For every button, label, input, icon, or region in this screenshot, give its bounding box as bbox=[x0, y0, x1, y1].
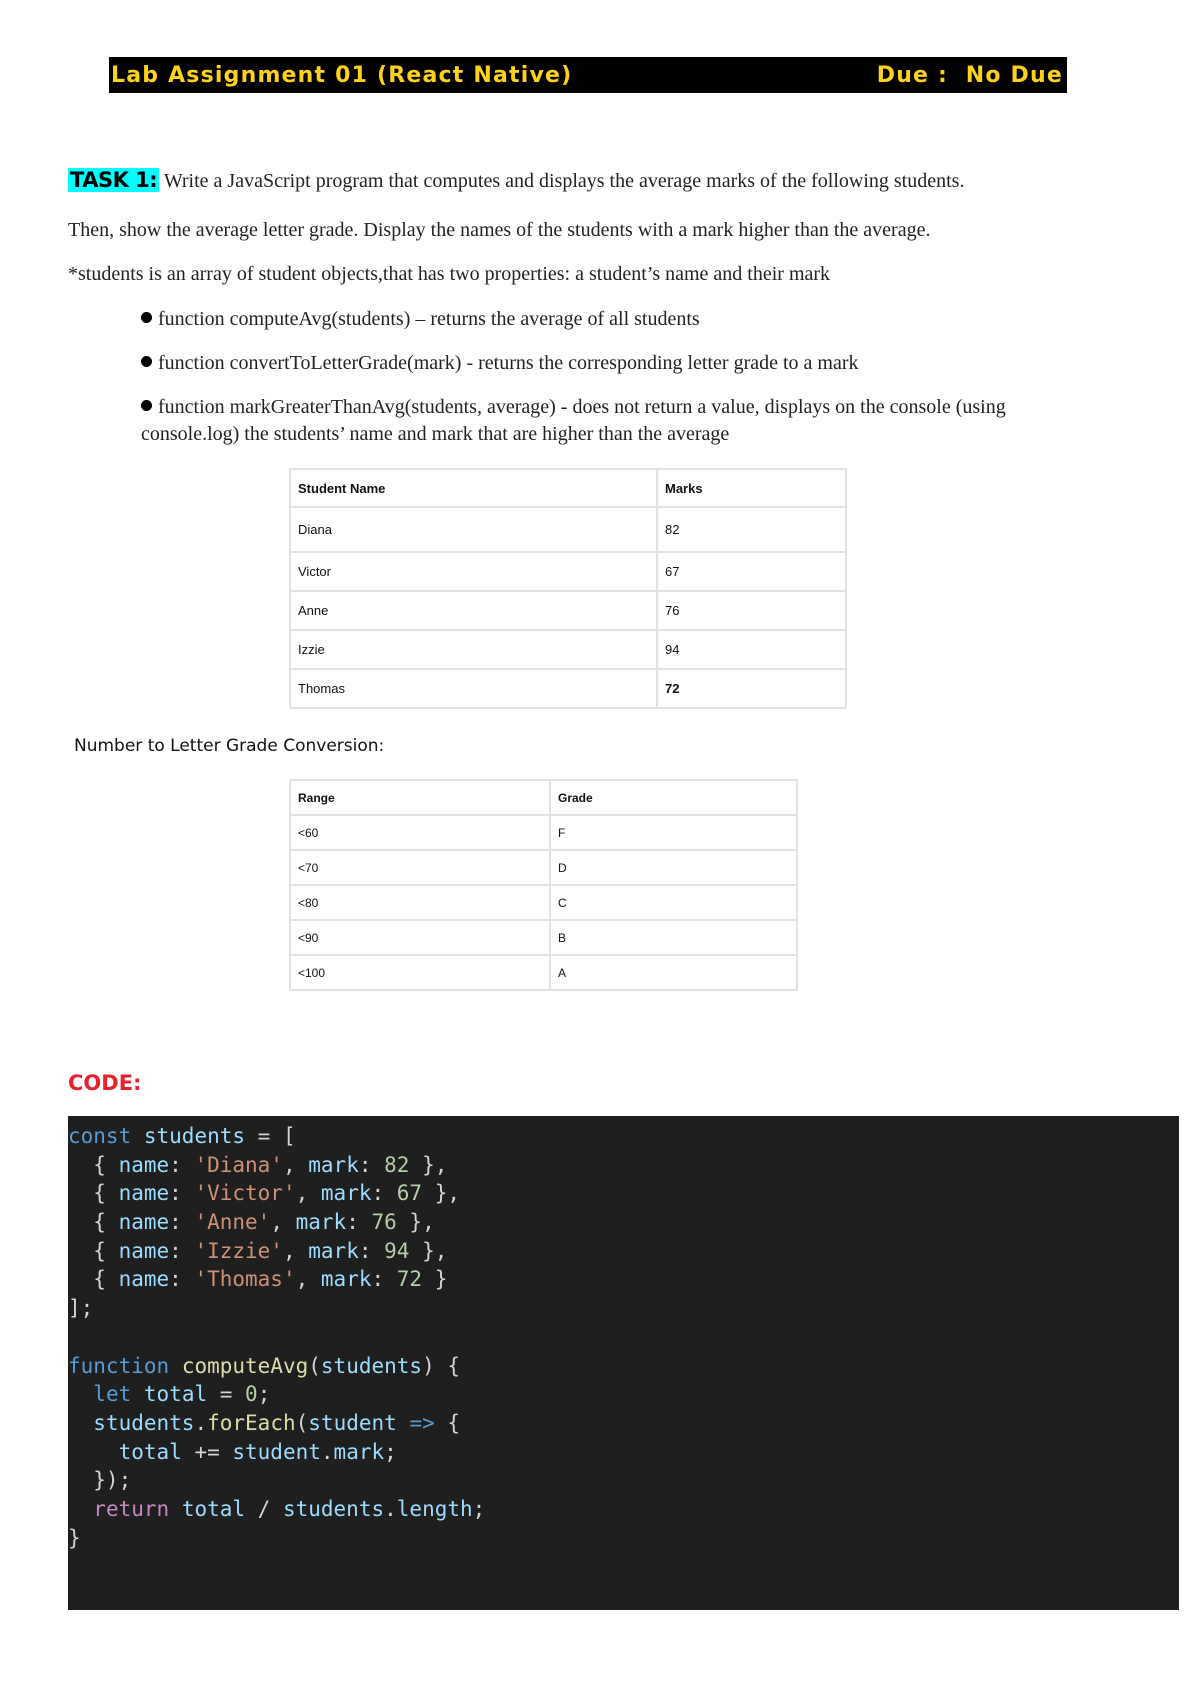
conversion-title: Number to Letter Grade Conversion: bbox=[74, 736, 385, 756]
code-line: { name: 'Anne', mark: 76 }, bbox=[68, 1210, 435, 1235]
task-line-3: *students is an array of student objects,that has two properties: a student’s name and their mark bbox=[68, 263, 831, 285]
table-header-row bbox=[290, 780, 797, 815]
table-row bbox=[290, 591, 846, 630]
code-line: const students = [ bbox=[68, 1124, 296, 1148]
table-row bbox=[290, 552, 846, 591]
table-row bbox=[290, 815, 797, 850]
table-cell: <80 bbox=[290, 885, 550, 920]
table-cell: 67 bbox=[657, 552, 846, 591]
code-line: let total = 0; bbox=[93, 1382, 271, 1407]
task-label: TASK 1: bbox=[70, 168, 158, 192]
bullet-dot-icon bbox=[141, 400, 152, 411]
code-line: function computeAvg(students) { bbox=[68, 1353, 460, 1378]
code-line bbox=[68, 1323, 1179, 1352]
table-cell: <70 bbox=[290, 850, 550, 885]
code-line: { name: 'Victor', mark: 67 }, bbox=[68, 1181, 461, 1206]
grade-conversion-table bbox=[289, 779, 798, 991]
task-intro bbox=[68, 168, 964, 193]
table-header-cell: Range bbox=[290, 780, 550, 815]
table-cell: Victor bbox=[290, 552, 657, 591]
code-line: }); bbox=[68, 1468, 132, 1493]
bullet-item: function computeAvg(students) – returns the average of all students bbox=[141, 306, 700, 333]
table-cell: C bbox=[550, 885, 797, 920]
table-cell: F bbox=[550, 815, 797, 850]
table-row bbox=[290, 850, 797, 885]
table-cell: Thomas bbox=[290, 669, 657, 708]
table-row bbox=[290, 885, 797, 920]
table-cell: <60 bbox=[290, 815, 550, 850]
bullet-item-continuation: console.log) the students’ name and mark that are higher than the average bbox=[141, 423, 730, 445]
table-cell: 94 bbox=[657, 630, 846, 669]
code-line: { name: 'Thomas', mark: 72 } bbox=[68, 1267, 448, 1292]
table-row bbox=[290, 630, 846, 669]
code-line: return total / students.length; bbox=[93, 1496, 486, 1521]
table-cell: A bbox=[550, 955, 797, 990]
table-cell: D bbox=[550, 850, 797, 885]
table-cell: Anne bbox=[290, 591, 657, 630]
table-cell: <90 bbox=[290, 920, 550, 955]
bullet-item: function convertToLetterGrade(mark) - returns the corresponding letter grade to a mark bbox=[141, 350, 859, 377]
code-line: } bbox=[68, 1525, 81, 1550]
table-cell: 72 bbox=[657, 669, 846, 708]
table-cell: Diana bbox=[290, 507, 657, 552]
table-header-cell: Student Name bbox=[290, 469, 657, 507]
table-row bbox=[290, 669, 846, 708]
bullet-dot-icon bbox=[141, 356, 152, 367]
students-table bbox=[289, 468, 847, 709]
due-label: Due : No Due bbox=[876, 62, 1063, 88]
table-header-cell: Grade bbox=[550, 780, 797, 815]
table-cell: 82 bbox=[657, 507, 846, 552]
table-cell: 76 bbox=[657, 591, 846, 630]
code-line: total += student.mark; bbox=[118, 1439, 397, 1464]
code-line: { name: 'Izzie', mark: 94 }, bbox=[68, 1238, 448, 1263]
assignment-header-bar bbox=[109, 57, 1067, 93]
table-cell: Izzie bbox=[290, 630, 657, 669]
table-cell: <100 bbox=[290, 955, 550, 990]
table-row bbox=[290, 955, 797, 990]
task-line-2: Then, show the average letter grade. Display the names of the students with a mark higher than the average. bbox=[68, 219, 931, 241]
table-header-row bbox=[290, 469, 846, 507]
code-line: ]; bbox=[68, 1296, 94, 1321]
table-row bbox=[290, 507, 846, 552]
code-line: { name: 'Diana', mark: 82 }, bbox=[68, 1152, 448, 1177]
table-header-cell: Marks bbox=[657, 469, 846, 507]
task-line-1: Write a JavaScript program that computes and displays the average marks of the following students. bbox=[163, 170, 965, 192]
bullet-item: function markGreaterThanAvg(students, average) - does not return a value, displays on the console (using bbox=[141, 394, 1006, 421]
assignment-title: Lab Assignment 01 (React Native) bbox=[111, 62, 573, 88]
code-block bbox=[68, 1116, 1179, 1610]
table-row bbox=[290, 920, 797, 955]
table-cell: B bbox=[550, 920, 797, 955]
bullet-dot-icon bbox=[141, 312, 152, 323]
code-line: students.forEach(student => { bbox=[93, 1410, 461, 1435]
code-label: CODE: bbox=[68, 1071, 142, 1095]
